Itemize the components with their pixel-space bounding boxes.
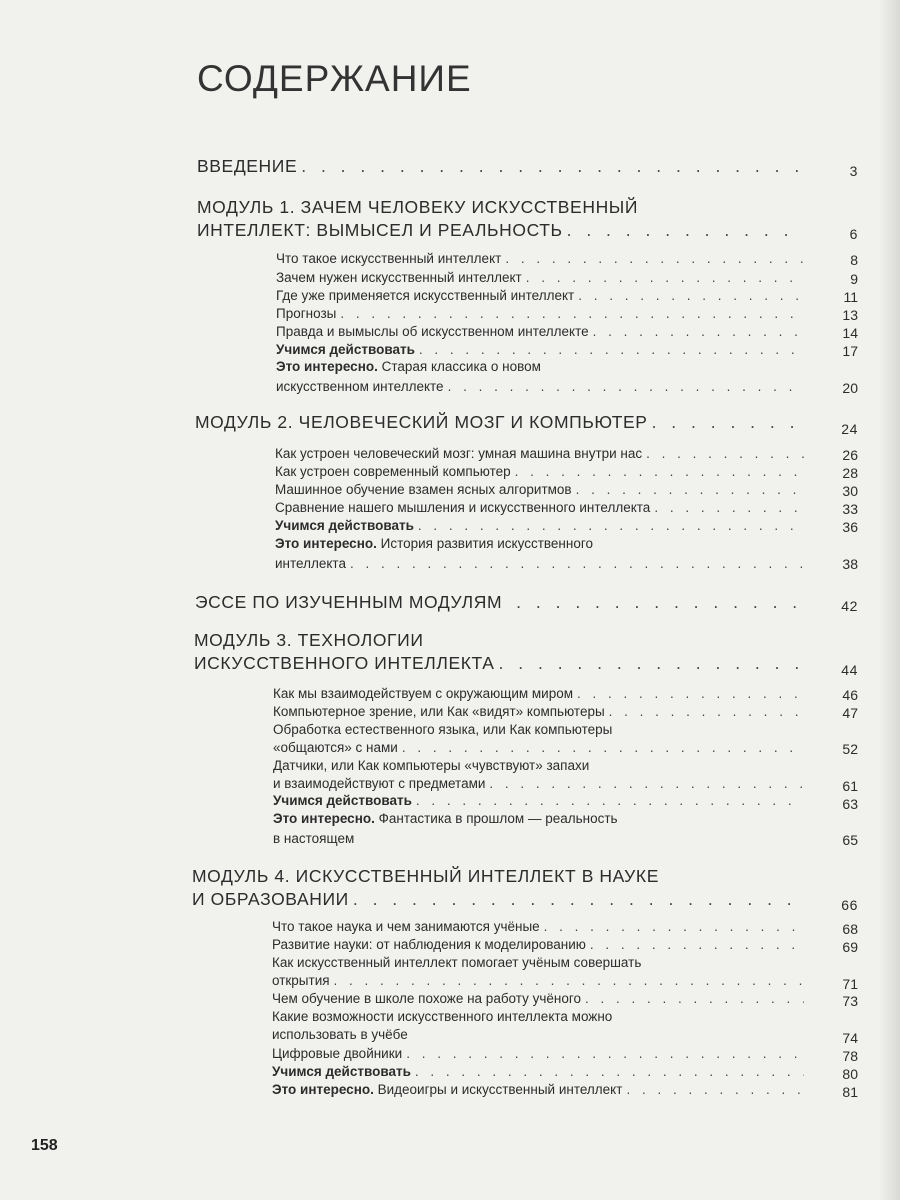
entry-title: ЭССЕ ПО ИЗУЧЕННЫМ МОДУЛЯМ <box>195 592 503 612</box>
page-number: 44 <box>841 662 858 678</box>
toc-item-interesting[interactable] <box>273 810 810 848</box>
page-number: 3 <box>849 163 858 179</box>
leader-dots <box>499 652 803 675</box>
page-number: 8 <box>850 252 858 268</box>
page-number: 46 <box>842 687 858 703</box>
toc-entry-module-3[interactable] <box>194 629 809 675</box>
toc-entry-module-1[interactable] <box>197 196 809 242</box>
entry-title-line-2: ИНТЕЛЛЕКТ: ВЫМЫСЕЛ И РЕАЛЬНОСТЬ <box>197 220 563 240</box>
toc-item[interactable] <box>276 305 811 323</box>
leader-dots <box>526 269 805 287</box>
page-number: 11 <box>843 289 858 305</box>
page-number: 73 <box>842 993 858 1009</box>
item-title-line-2: открытия <box>272 973 330 988</box>
item-title: Что такое наука и чем занимаются учёные <box>272 919 540 934</box>
page-number: 47 <box>842 705 858 721</box>
page-number: 63 <box>842 796 858 812</box>
item-title: Учимся действовать <box>272 1064 411 1079</box>
item-title: Учимся действовать <box>275 518 414 533</box>
page-number: 6 <box>849 226 858 242</box>
item-title: Цифровые двойники <box>272 1046 403 1061</box>
leader-dots <box>585 990 804 1008</box>
leader-dots <box>406 1045 804 1063</box>
page-number: 65 <box>842 832 858 848</box>
toc-item-practice[interactable] <box>272 1063 810 1081</box>
item-title: Прогнозы <box>276 306 337 321</box>
page-number: 78 <box>842 1048 858 1064</box>
toc-entry-module-2[interactable] <box>195 411 809 434</box>
item-title: Чем обучение в школе похоже на работу учёного <box>272 991 581 1006</box>
page-number: 61 <box>842 778 858 794</box>
page-number: 33 <box>842 501 858 517</box>
page-number: 30 <box>842 483 858 499</box>
item-title: Как устроен современный компьютер <box>275 464 511 479</box>
page-number: 26 <box>842 447 858 463</box>
leader-dots <box>402 739 804 757</box>
page-number: 28 <box>842 465 858 481</box>
page-number: 42 <box>841 598 858 614</box>
item-title: Компьютерное зрение, или Как «видят» компьютеры <box>273 704 605 719</box>
item-title: Как мы взаимодействуем с окружающим миром <box>273 686 574 701</box>
toc-item[interactable] <box>276 287 811 305</box>
interesting-label: Это интересно. <box>276 359 378 374</box>
item-title-line-2: интеллекта <box>275 556 346 571</box>
toc-item-interesting[interactable] <box>276 358 811 396</box>
leader-dots <box>578 287 805 305</box>
page-number: 74 <box>842 1030 858 1046</box>
leader-dots <box>590 936 804 954</box>
item-title: Где уже применяется искусственный интеллект <box>276 288 575 303</box>
toc-item[interactable] <box>272 954 810 990</box>
toc-item[interactable] <box>275 463 810 481</box>
page-number: 69 <box>842 939 858 955</box>
leader-dots <box>301 155 803 178</box>
page-number: 9 <box>850 271 858 287</box>
leader-dots <box>646 445 804 463</box>
toc-item[interactable] <box>275 445 810 463</box>
item-title-line-1: Как искусственный интеллект помогает учёным совершать <box>272 955 642 970</box>
leader-dots <box>340 305 805 323</box>
item-title: Зачем нужен искусственный интеллект <box>276 270 522 285</box>
toc-entry-essay[interactable] <box>195 591 809 614</box>
item-title: Машинное обучение взамен ясных алгоритмов <box>275 482 572 497</box>
leader-dots <box>353 888 803 911</box>
item-title-line-1: Фантастика в прошлом — реальность <box>378 811 618 826</box>
toc-item-practice[interactable] <box>276 341 811 359</box>
item-title-line-2: «общаются» с нами <box>273 740 398 755</box>
item-title: Как устроен человеческий мозг: умная машина внутри нас <box>275 446 643 461</box>
page-number: 80 <box>842 1066 858 1082</box>
entry-title-line-1: МОДУЛЬ 3. ТЕХНОЛОГИИ <box>194 630 424 650</box>
toc-item[interactable] <box>275 481 810 499</box>
page-number: 17 <box>842 343 858 359</box>
toc-item[interactable] <box>272 1045 810 1063</box>
page-number: 14 <box>842 325 858 341</box>
page-number: 81 <box>842 1084 858 1100</box>
toc-item[interactable] <box>272 918 810 936</box>
entry-title-line-2: ИСКУССТВЕННОГО ИНТЕЛЛЕКТА <box>194 653 495 673</box>
item-title-line-1: Обработка естественного языка, или Как компьютеры <box>273 722 613 737</box>
toc-item-interesting[interactable] <box>275 535 810 573</box>
item-title: Видеоигры и искусственный интеллект <box>377 1082 623 1097</box>
leader-dots <box>567 219 803 242</box>
leader-dots <box>418 517 804 535</box>
item-title: Сравнение нашего мышления и искусственного интеллекта <box>275 500 651 515</box>
page-number: 24 <box>841 421 858 437</box>
page-number: 20 <box>842 380 858 396</box>
item-title-line-2: использовать в учёбе <box>272 1027 408 1042</box>
leader-dots <box>609 703 804 721</box>
toc-item[interactable] <box>273 685 810 703</box>
leader-dots <box>334 972 804 990</box>
leader-dots <box>626 1081 804 1099</box>
item-title: Учимся действовать <box>276 342 415 357</box>
toc-item[interactable] <box>276 250 811 268</box>
entry-title: МОДУЛЬ 2. ЧЕЛОВЕЧЕСКИЙ МОЗГ И КОМПЬЮТЕР <box>195 412 648 432</box>
toc-item[interactable] <box>272 990 810 1008</box>
entry-title-line-1: МОДУЛЬ 4. ИСКУССТВЕННЫЙ ИНТЕЛЛЕКТ В НАУКЕ <box>192 866 659 886</box>
leader-dots <box>489 775 804 793</box>
page-number: 66 <box>841 897 858 913</box>
leader-dots <box>544 918 804 936</box>
folio-page-number: 158 <box>31 1137 58 1154</box>
item-title-line-2: и взаимодействуют с предметами <box>273 776 486 791</box>
page-number: 71 <box>842 976 858 992</box>
leader-dots <box>654 499 804 517</box>
item-title: Учимся действовать <box>273 793 412 808</box>
item-title: Что такое искусственный интеллект <box>276 251 502 266</box>
toc-item-practice[interactable] <box>273 792 810 810</box>
leader-dots <box>577 685 804 703</box>
page-number: 52 <box>842 741 858 757</box>
leader-dots <box>505 250 805 268</box>
item-title-line-1: Датчики, или Как компьютеры «чувствуют» запахи <box>273 758 590 773</box>
page-number: 36 <box>842 519 858 535</box>
toc-item[interactable] <box>275 499 810 517</box>
page-number: 68 <box>842 921 858 937</box>
toc-entry-module-4[interactable] <box>192 865 809 911</box>
page-title: СОДЕРЖАНИЕ <box>197 58 472 99</box>
entry-title: ВВЕДЕНИЕ <box>197 156 298 176</box>
item-title: Развитие науки: от наблюдения к моделированию <box>272 937 586 952</box>
toc-item[interactable] <box>272 1008 810 1044</box>
item-title-line-1: Какие возможности искусственного интеллекта можно <box>272 1009 613 1024</box>
leader-dots <box>576 481 804 499</box>
toc-item[interactable] <box>276 323 811 341</box>
leader-dots <box>593 323 805 341</box>
item-title-line-1: Старая классика о новом <box>381 359 541 374</box>
toc-item[interactable] <box>276 269 811 287</box>
interesting-label: Это интересно. <box>273 811 375 826</box>
leader-dots <box>416 792 804 810</box>
item-title-line-2: в настоящем <box>273 831 355 846</box>
leader-dots <box>515 463 804 481</box>
item-title-line-2: искусственном интеллекте <box>276 379 444 394</box>
toc-item-interesting[interactable] <box>272 1081 810 1099</box>
toc-item[interactable] <box>272 936 810 954</box>
entry-title-line-1: МОДУЛЬ 1. ЗАЧЕМ ЧЕЛОВЕКУ ИСКУССТВЕННЫЙ <box>197 197 639 217</box>
toc-item[interactable] <box>273 721 810 757</box>
toc-entry-intro[interactable] <box>197 155 809 178</box>
toc-item-practice[interactable] <box>275 517 810 535</box>
page-number: 13 <box>842 307 858 323</box>
interesting-label: Это интересно. <box>275 536 377 551</box>
leader-dots <box>415 1063 804 1081</box>
toc-item[interactable] <box>273 703 810 721</box>
item-title: Правда и вымыслы об искусственном интеллекте <box>276 324 589 339</box>
page-number: 38 <box>842 556 858 572</box>
item-title-line-1: История развития искусственного <box>380 536 593 551</box>
leader-dots <box>350 555 804 573</box>
leader-dots <box>419 341 805 359</box>
leader-dots <box>516 591 803 614</box>
toc-item[interactable] <box>273 757 810 793</box>
leader-dots <box>448 378 805 396</box>
entry-title-line-2: И ОБРАЗОВАНИИ <box>192 889 349 909</box>
interesting-label: Это интересно. <box>272 1082 374 1097</box>
leader-dots <box>652 411 803 434</box>
